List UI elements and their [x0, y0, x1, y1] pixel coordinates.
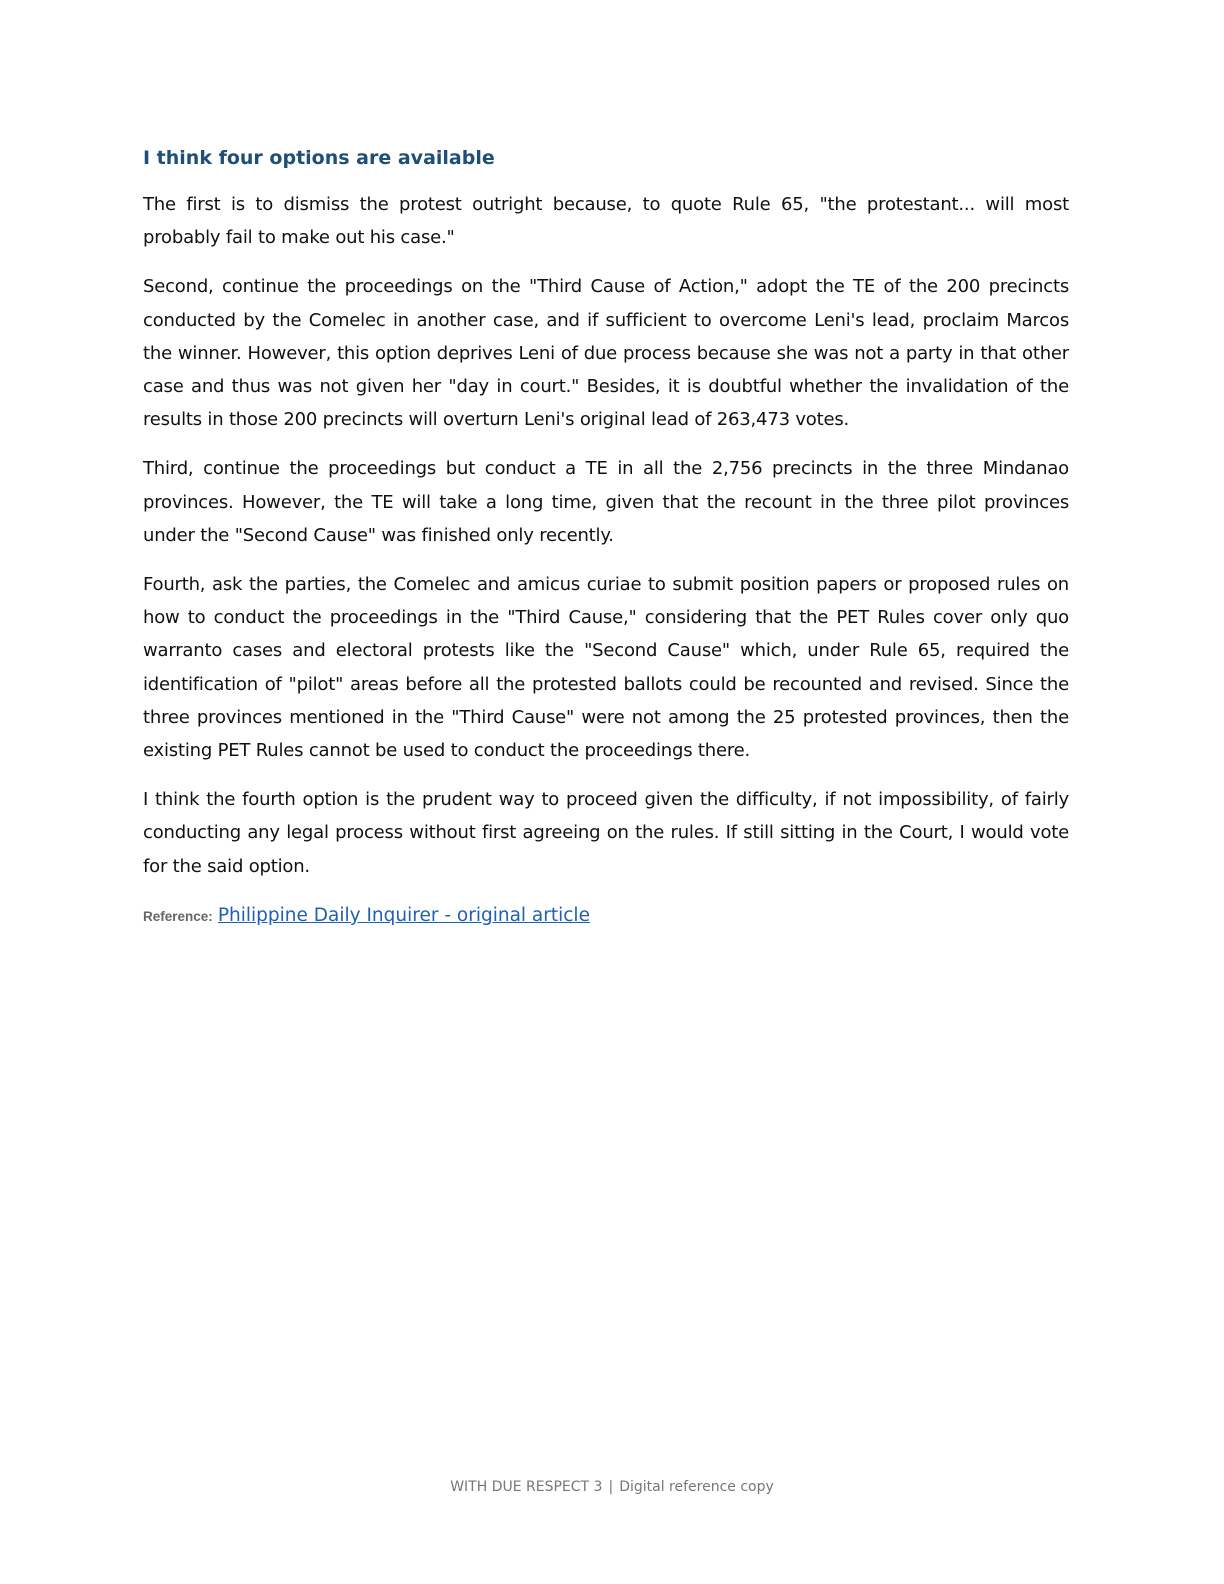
paragraph-second-option: Second, continue the proceedings on the "Third Cause of Action," adopt the TE of the 200 precincts conducted by the Comelec in another case, and if sufficient to overcome Leni's lead, proclaim Marcos the winner. However, this option deprives Leni of due process because she was not a party in that other case and thus was not given her "day in court." Besides, it is doubtful whether the invalidation of the results in those 200 precincts will overturn Leni's original lead of 263,473 votes.: [143, 276, 1069, 431]
paragraph-conclusion: I think the fourth option is the prudent way to proceed given the difficulty, if not impossibility, of fairly conducting any legal process without first agreeing on the rules. If still sitting in the Court, I would vote for the said option.: [143, 789, 1069, 877]
footer-separator: |: [608, 1479, 614, 1495]
footer-title: WITH DUE RESPECT 3: [450, 1479, 603, 1495]
paragraph-fourth-option: Fourth, ask the parties, the Comelec and amicus curiae to submit position papers or proposed rules on how to conduct the proceedings in the "Third Cause," considering that the PET Rules cover only quo warranto cases and electoral protests like the "Second Cause" which, under Rule 65, required the identification of "pilot" areas before all the protested ballots could be recounted and revised. Since the three provinces mentioned in the "Third Cause" were not among the 25 protested provinces, then the existing PET Rules cannot be used to conduct the proceedings there.: [143, 574, 1069, 762]
reference-line: [143, 901, 1069, 932]
footer-subtitle: Digital reference copy: [619, 1479, 774, 1495]
page-footer: [0, 1479, 1224, 1495]
reference-link[interactable]: Philippine Daily Inquirer - original article: [217, 904, 590, 926]
paragraph-third-option: Third, continue the proceedings but conduct a TE in all the 2,756 precincts in the three Mindanao provinces. However, the TE will take a long time, given that the recount in the three pilot provinces under the "Second Cause" was finished only recently.: [143, 458, 1069, 546]
section-heading: I think four options are available: [143, 147, 495, 169]
reference-label: Reference:: [143, 908, 213, 924]
paragraph-first-option: The first is to dismiss the protest outright because, to quote Rule 65, "the protestant... will most probably fail to make out his case.": [143, 194, 1069, 249]
document-body: [143, 140, 1069, 932]
